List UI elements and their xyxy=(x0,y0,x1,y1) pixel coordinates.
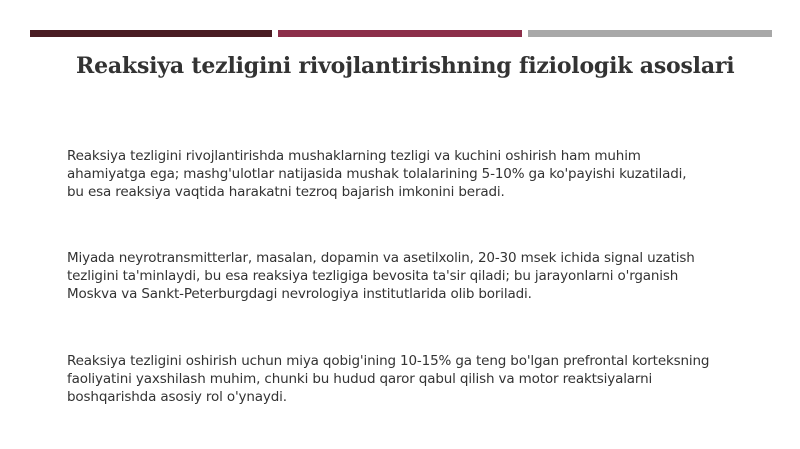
paragraph-prefrontal-cortex xyxy=(67,352,767,406)
accent-bar-maroon xyxy=(278,30,522,37)
slide-title: Reaksiya tezligini rivojlantirishning fiziologik asoslari xyxy=(76,53,735,79)
paragraph-line: tezligini ta'minlaydi, bu esa reaksiya tezligiga bevosita ta'sir qiladi; bu jarayonlarni o'rganish xyxy=(67,268,679,284)
paragraph-line: Miyada neyrotransmitterlar, masalan, dopamin va asetilxolin, 20-30 msek ichida signal uzatish xyxy=(67,250,695,266)
paragraph-line: boshqarishda asosiy rol o'ynaydi. xyxy=(67,389,287,405)
paragraph-line: Reaksiya tezligini oshirish uchun miya qobig'ining 10-15% ga teng bo'lgan prefrontal korteksning xyxy=(67,353,710,369)
paragraph-line: ahamiyatga ega; mashg'ulotlar natijasida mushak tolalarining 5-10% ga ko'payishi kuzatiladi, xyxy=(67,166,687,182)
paragraph-muscle-speed xyxy=(67,147,767,201)
header-accent-bars xyxy=(30,30,772,38)
paragraph-line: Reaksiya tezligini rivojlantirishda mushaklarning tezligi va kuchini oshirish ham muhim xyxy=(67,148,641,164)
accent-bar-gray xyxy=(528,30,772,37)
paragraph-line: bu esa reaksiya vaqtida harakatni tezroq bajarish imkonini beradi. xyxy=(67,184,505,200)
paragraph-neurotransmitters xyxy=(67,249,767,303)
paragraph-line: faoliyatini yaxshilash muhim, chunki bu hudud qaror qabul qilish va motor reaktsiyalarni xyxy=(67,371,653,387)
accent-bar-dark xyxy=(30,30,272,37)
paragraph-line: Moskva va Sankt-Peterburgdagi nevrologiya institutlarida olib boriladi. xyxy=(67,286,532,302)
